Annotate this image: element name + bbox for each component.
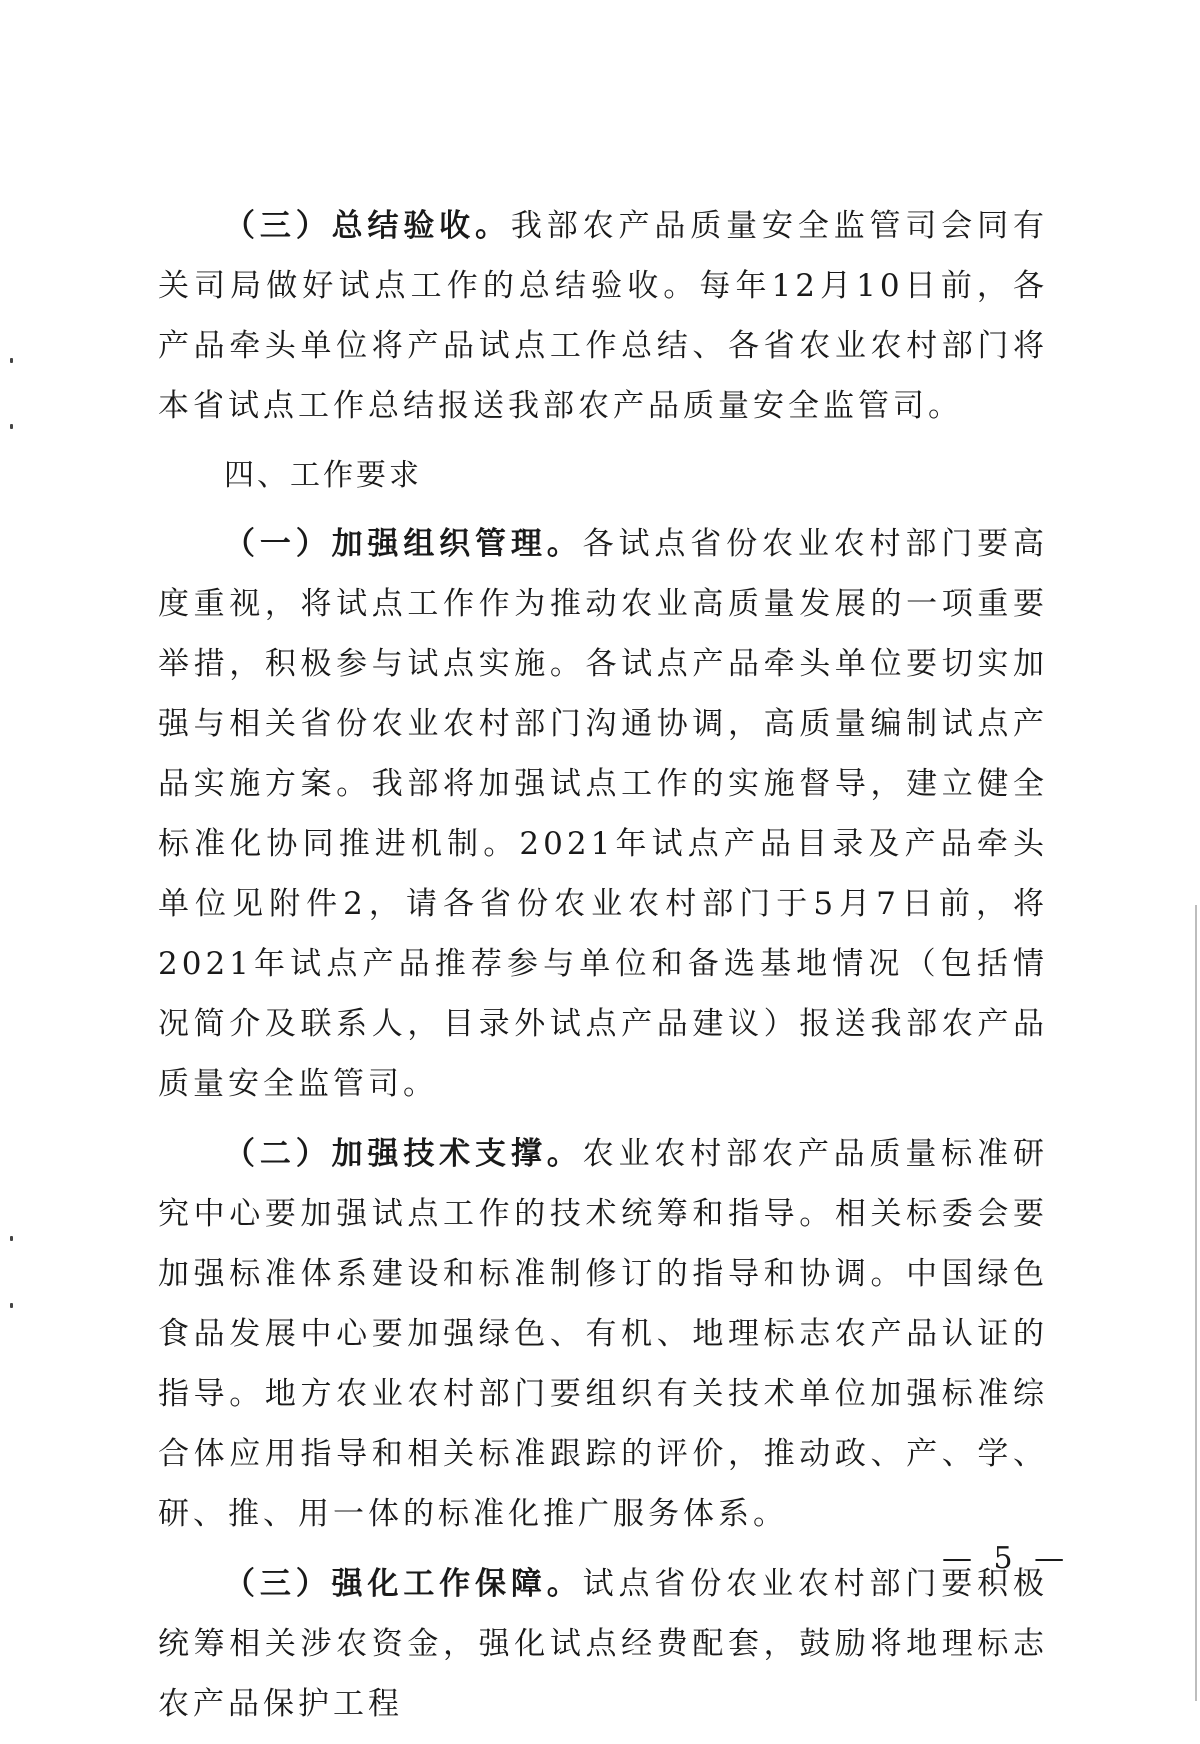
page-number: — 5 — xyxy=(942,1541,1071,1576)
paragraph-organization-management xyxy=(158,514,1048,1114)
scan-mark xyxy=(10,358,13,363)
paragraph-title: （二）加强技术支撑。 xyxy=(224,1136,583,1172)
paragraph-work-guarantee xyxy=(158,1554,1048,1734)
document-body xyxy=(158,196,1048,1744)
scan-edge-line xyxy=(1195,905,1197,1701)
paragraph-title: （一）加强组织管理。 xyxy=(224,526,583,562)
paragraph-title: （三）总结验收。 xyxy=(224,208,511,244)
scan-mark xyxy=(10,424,13,429)
section-heading-work-requirements: 四、工作要求 xyxy=(224,458,422,493)
paragraph-text: 农业农村部农产品质量标准研究中心要加强试点工作的技术统筹和指导。相关标委会要加强标准体系建设和标准制修订的指导和协调。中国绿色食品发展中心要加强绿色、有机、地理标志农产品认证的指导。地方农业农村部门要组织有关技术单位加强标准综合体应用指导和相关标准跟踪的评价，推动政、产、学、研、推、用一体的标准化推广服务体系。 xyxy=(158,1136,1049,1532)
paragraph-technical-support xyxy=(158,1124,1048,1544)
scan-mark xyxy=(10,1303,13,1308)
paragraph-title: （三）强化工作保障。 xyxy=(224,1566,583,1602)
scan-mark xyxy=(10,1236,13,1241)
paragraph-text: 各试点省份农业农村部门要高度重视，将试点工作作为推动农业高质量发展的一项重要举措，积极参与试点实施。各试点产品牵头单位要切实加强与相关省份农业农村部门沟通协调，高质量编制试点产品实施方案。我部将加强试点工作的实施督导，建立健全标准化协同推进机制。2021年试点产品目录及产品牵头单位见附件2，请各省份农业农村部门于5月7日前，将2021年试点产品推荐参与单位和备选基地情况（包括情况简介及联系人，目录外试点产品建议）报送我部农产品质量安全监管司。 xyxy=(158,526,1049,1102)
paragraph-summary-acceptance xyxy=(158,196,1048,436)
paragraph-text: 我部农产品质量安全监管司会同有关司局做好试点工作的总结验收。每年12月10日前，各产品牵头单位将产品试点工作总结、各省农业农村部门将本省试点工作总结报送我部农产品质量安全监管司。 xyxy=(158,208,1049,424)
paragraph-text: 试点省份农业农村部门要积极统筹相关涉农资金，强化试点经费配套，鼓励将地理标志农产品保护工程 xyxy=(158,1566,1049,1722)
